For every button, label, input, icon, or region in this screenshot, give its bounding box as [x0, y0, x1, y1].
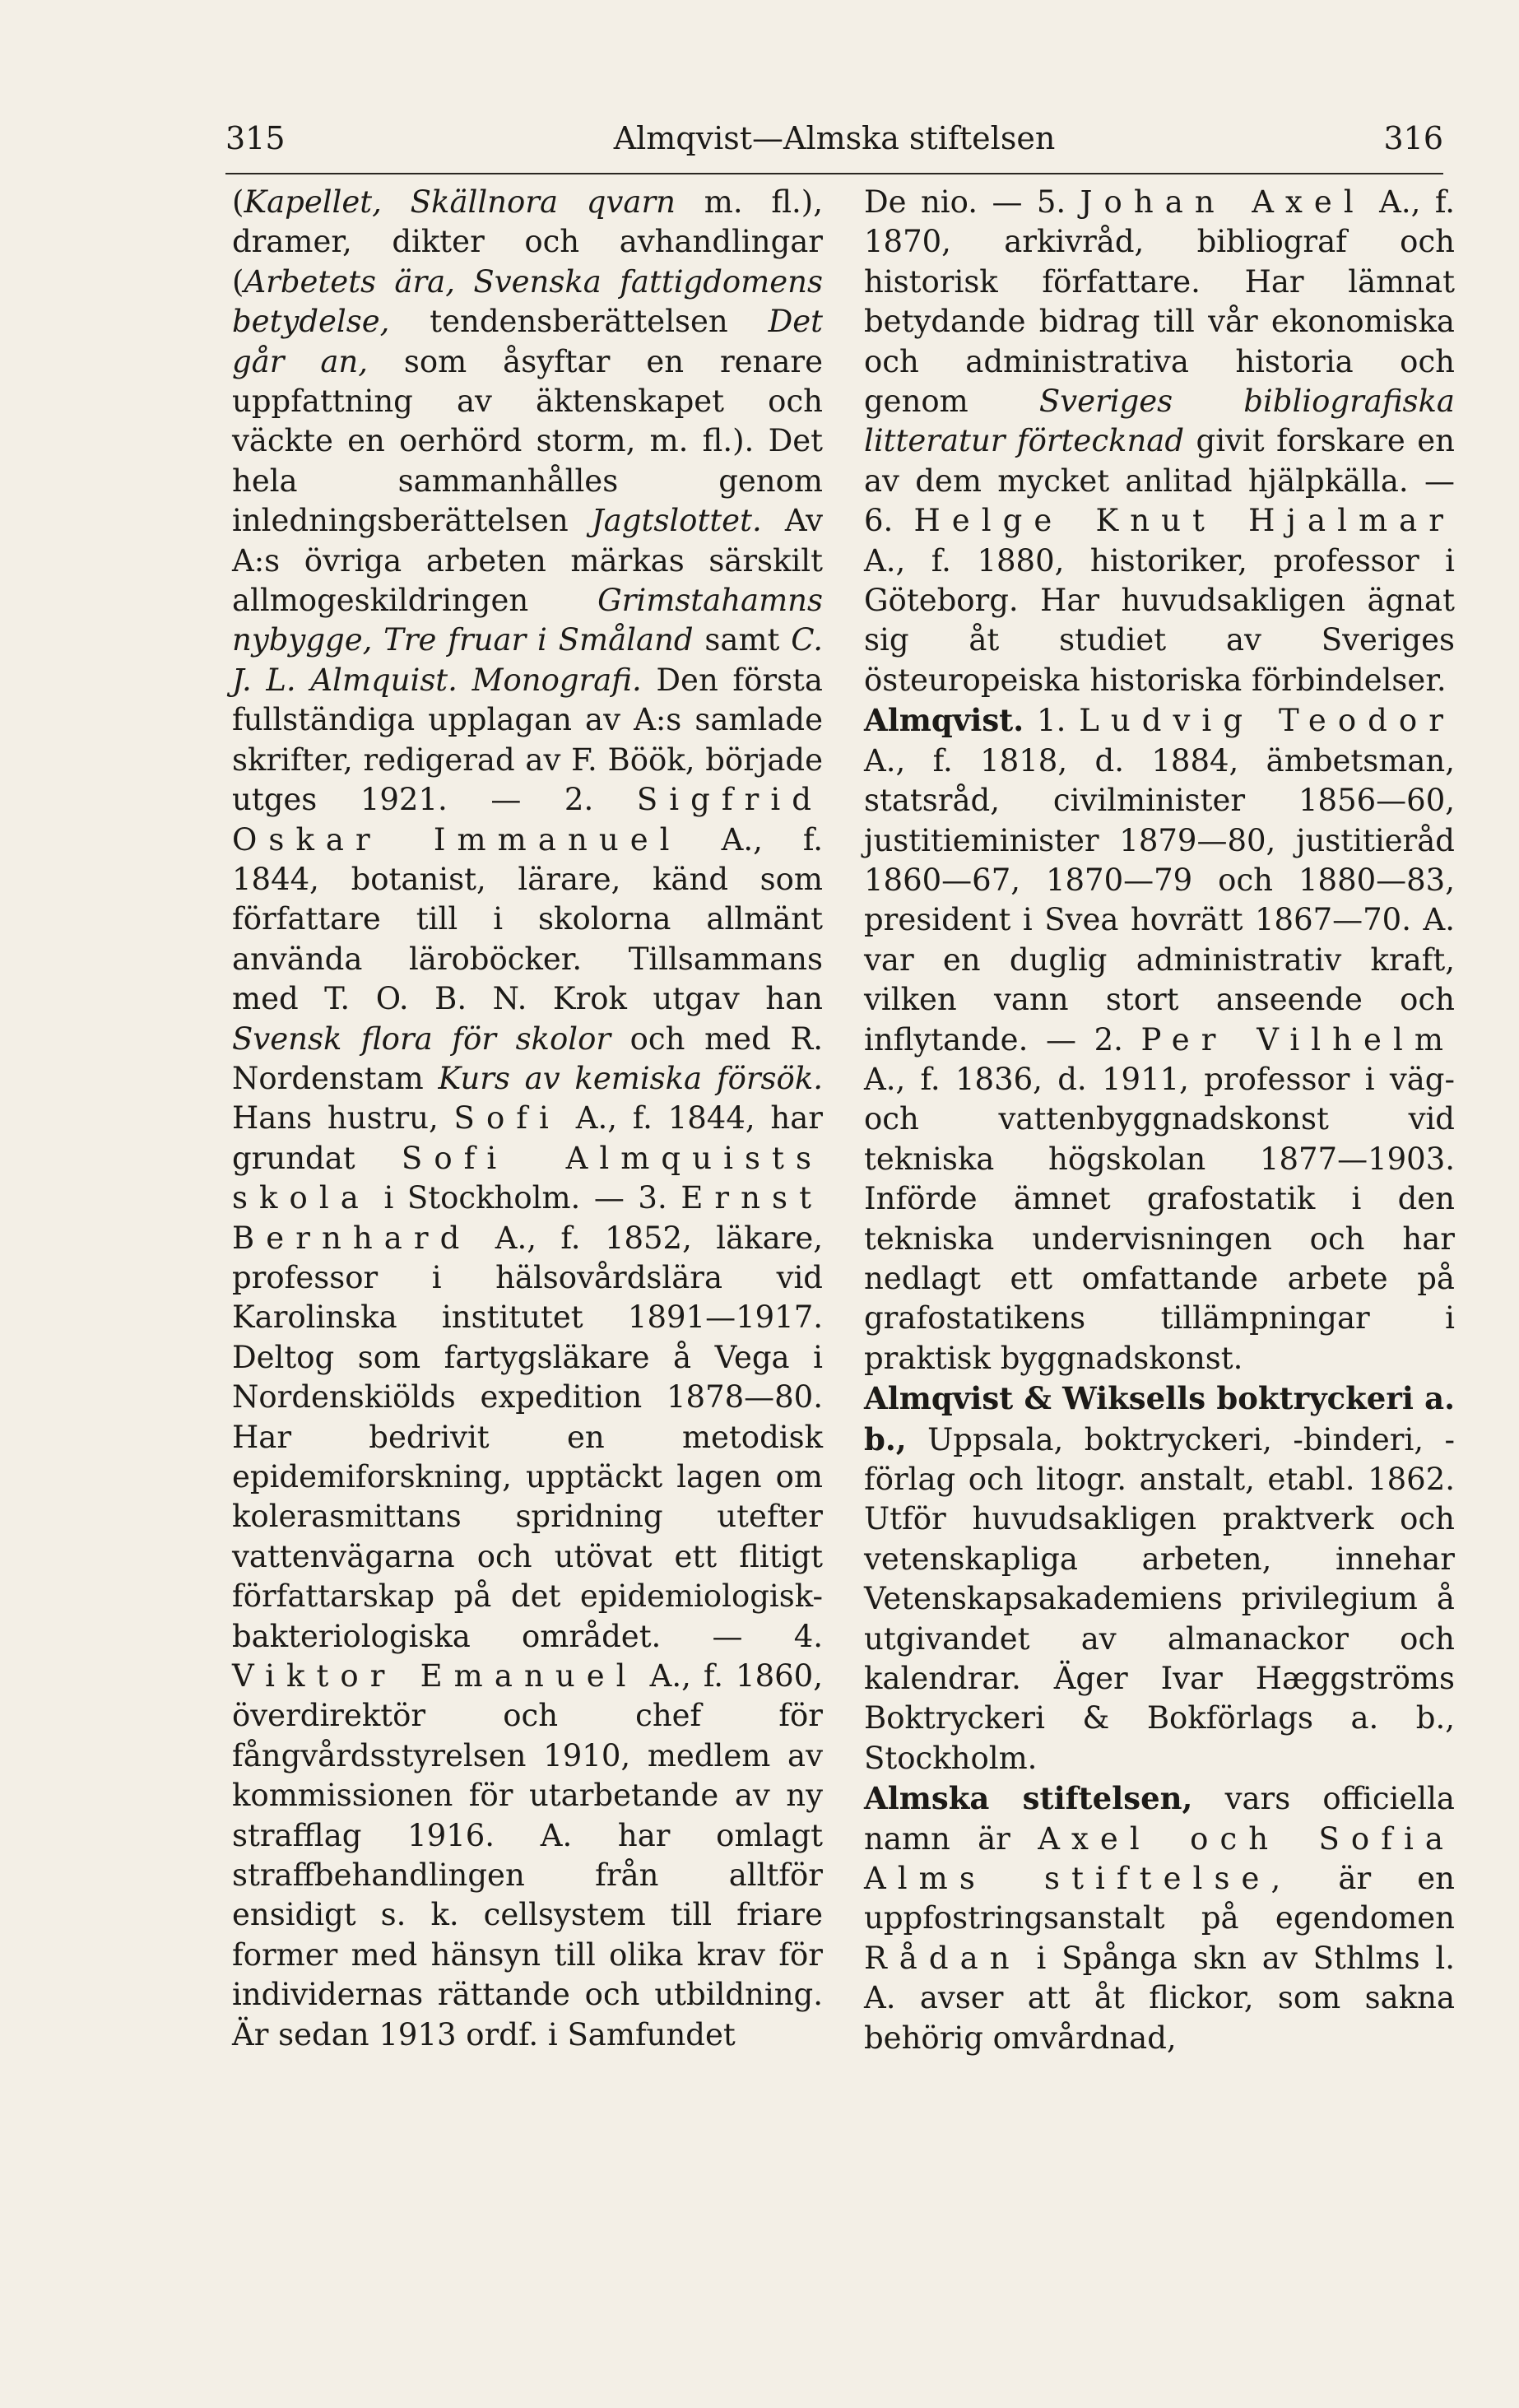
right-paragraph-almqvist [864, 700, 1455, 1378]
text-run: Hans hustru, [232, 1100, 454, 1137]
right-paragraph-almqvist-wiksells [864, 1378, 1455, 1778]
right-paragraph-almquist-family-cont [864, 183, 1455, 700]
left-column [232, 183, 823, 2055]
headword: Almqvist & Wiksells boktryckeri a. b., [864, 1380, 1455, 1457]
left-paragraph [232, 183, 823, 2055]
spaced-name: Ernst Bernhard [232, 1180, 823, 1256]
header-rule [225, 173, 1443, 174]
spaced-name: Ludvig Teodor [1079, 703, 1455, 739]
spaced-name: Helge Knut Hjalmar [913, 503, 1455, 539]
text-run: A., f. 1852, läkare, professor i hälsovårdslära vid Karolinska institutet 1891—1917. Deltog som fartygsläkare å Vega i Nordenskiölds expedition 1878—80. Har bedrivit en metodisk epidemiforskning, upptäckt lagen om kolerasmittans spridning utefter vattenvägarna och utövat ett flitigt författarskap på det epidemiologisk-bakteriologiska området. — 4. [232, 1220, 823, 1654]
headword: Almska stiftelsen, [864, 1780, 1193, 1817]
italic-title: C. J. L. Almquist. Monografi. [232, 622, 823, 698]
right-column [864, 183, 1455, 2058]
spaced-name: Sofi [453, 1100, 560, 1137]
text-run: A., f. 1880, historiker, professor i Göteborg. Har huvudsakligen ägnat sig åt studiet av Sveriges östeuropeiska historiska förbindelser. [864, 542, 1455, 698]
text-run: som åsyftar en renare uppfattning av äktenskapet och väckte en oerhörd storm, m. fl.). Det hela sammanhålles genom inledningsberättelsen [232, 343, 824, 539]
text-run: ( [232, 184, 244, 220]
text-run: A., f. 1818, d. 1884, ämbetsman, statsråd, civilminister 1856—60, justitieminister 1879—80, justitieråd 1860—67, 1870—79 och 1880—83, president i Svea hovrätt 1867—70. A. var en duglig administrativ kraft, vilken vann stort anseende och inflytande. — 2. [864, 742, 1455, 1058]
italic-title: Svensk flora för skolor [232, 1020, 611, 1057]
page-number-left: 315 [225, 120, 286, 156]
spaced-name: Axel och Sofia Alms stiftelse, [864, 1820, 1456, 1897]
running-title: Almqvist—Almska stiftelsen [613, 120, 1056, 156]
spaced-name: Viktor Emanuel [232, 1658, 638, 1694]
text-run: Den första fullständiga upplagan av A:s samlade skrifter, redigerad av F. Böök, började utges 1921. — 2. [232, 662, 823, 818]
spaced-name: Sofi Almquists skola [232, 1140, 823, 1216]
headword: Almqvist. [864, 702, 1024, 739]
text-run: och med R. Nordenstam [232, 1020, 823, 1096]
italic-title: Sveriges bibliografiska litteratur förtecknad [864, 384, 1455, 459]
text-run: 1. [1024, 703, 1080, 739]
text-run: A., f. 1860, överdirektör och chef för fångvårdsstyrelsen 1910, medlem av kommissionen för utarbetande av ny strafflag 1916. A. har omlagt straffbehandlingen från alltför ensidigt s. k. cellsystem till friare former med hänsyn till olika krav för individernas rättande och utbildning. Är sedan 1913 ordf. i Samfundet [232, 1658, 823, 2052]
italic-title: Det går an, [232, 304, 823, 379]
text-run: vars officiella namn är [864, 1781, 1455, 1857]
text-run: m. fl.), dramer, dikter och avhandlingar ( [232, 184, 823, 300]
spaced-name: Johan Axel [1080, 184, 1365, 220]
running-header [225, 114, 1443, 163]
italic-title: Kapellet, Skällnora qvarn [244, 184, 676, 220]
italic-title: Grimstahamns nybygge, Tre fruar i Småland [232, 583, 823, 658]
page-number-right: 316 [1383, 120, 1443, 156]
text-run: samt [693, 622, 792, 658]
text-run: Av A:s övriga arbeten märkas särskilt allmogeskildringen [232, 503, 823, 619]
italic-title: Arbetets ära, Svenska fattigdomens betydelse, [232, 263, 823, 340]
text-run: A., f. 1836, d. 1911, professor i väg- och vattenbyggnadskonst vid tekniska högskolan 1877—1903. Införde ämnet grafostatik i den tekniska undervisningen och har nedlagt ett omfattande arbete på grafostatikens tillämpningar i praktisk byggnadskonst. [864, 1061, 1455, 1376]
text-run: A., f. 1870, arkivråd, bibliograf och historisk författare. Har lämnat betydande bidrag till vår ekonomiska och administrativa historia och genom [864, 184, 1455, 420]
text-run: är en uppfostringsanstalt på egendomen [864, 1861, 1455, 1936]
text-run: A., f. 1844, har grundat [232, 1100, 823, 1176]
text-run: De nio. — 5. [864, 184, 1080, 220]
text-run: tendensberättelsen [389, 304, 769, 340]
text-run: A., f. 1844, botanist, lärare, känd som författare till i skolorna allmänt använda läroböcker. Tillsammans med T. O. B. N. Krok utgav han [232, 821, 823, 1017]
italic-title: Kurs av kemiska försök. [438, 1060, 824, 1096]
spaced-name: Rådan [864, 1940, 1021, 1976]
spaced-name: Per Vilhelm [1140, 1021, 1455, 1058]
spaced-name: Sigfrid Oskar Immanuel [232, 782, 823, 858]
right-paragraph-almska-stiftelsen [864, 1778, 1455, 2058]
text-run: Uppsala, boktryckeri, -binderi, -förlag och litogr. anstalt, etabl. 1862. Utför huvudsakligen praktverk och vetenskapliga arbeten, innehar Vetenskapsakademiens privilegium å utgivandet av almanackor och kalendrar. Äger Ivar Hæggströms Boktryckeri & Bokförlags a. b., Stockholm. [864, 1421, 1455, 1776]
text-run: i Spånga skn av Sthlms l. A. avser att åt flickor, som sakna behörig omvårdnad, [864, 1940, 1455, 2056]
text-run: givit forskare en av dem mycket anlitad hjälpkälla. — 6. [864, 423, 1455, 539]
text-run: i Stockholm. — 3. [369, 1180, 681, 1216]
italic-title: Jagtslottet. [591, 503, 762, 539]
